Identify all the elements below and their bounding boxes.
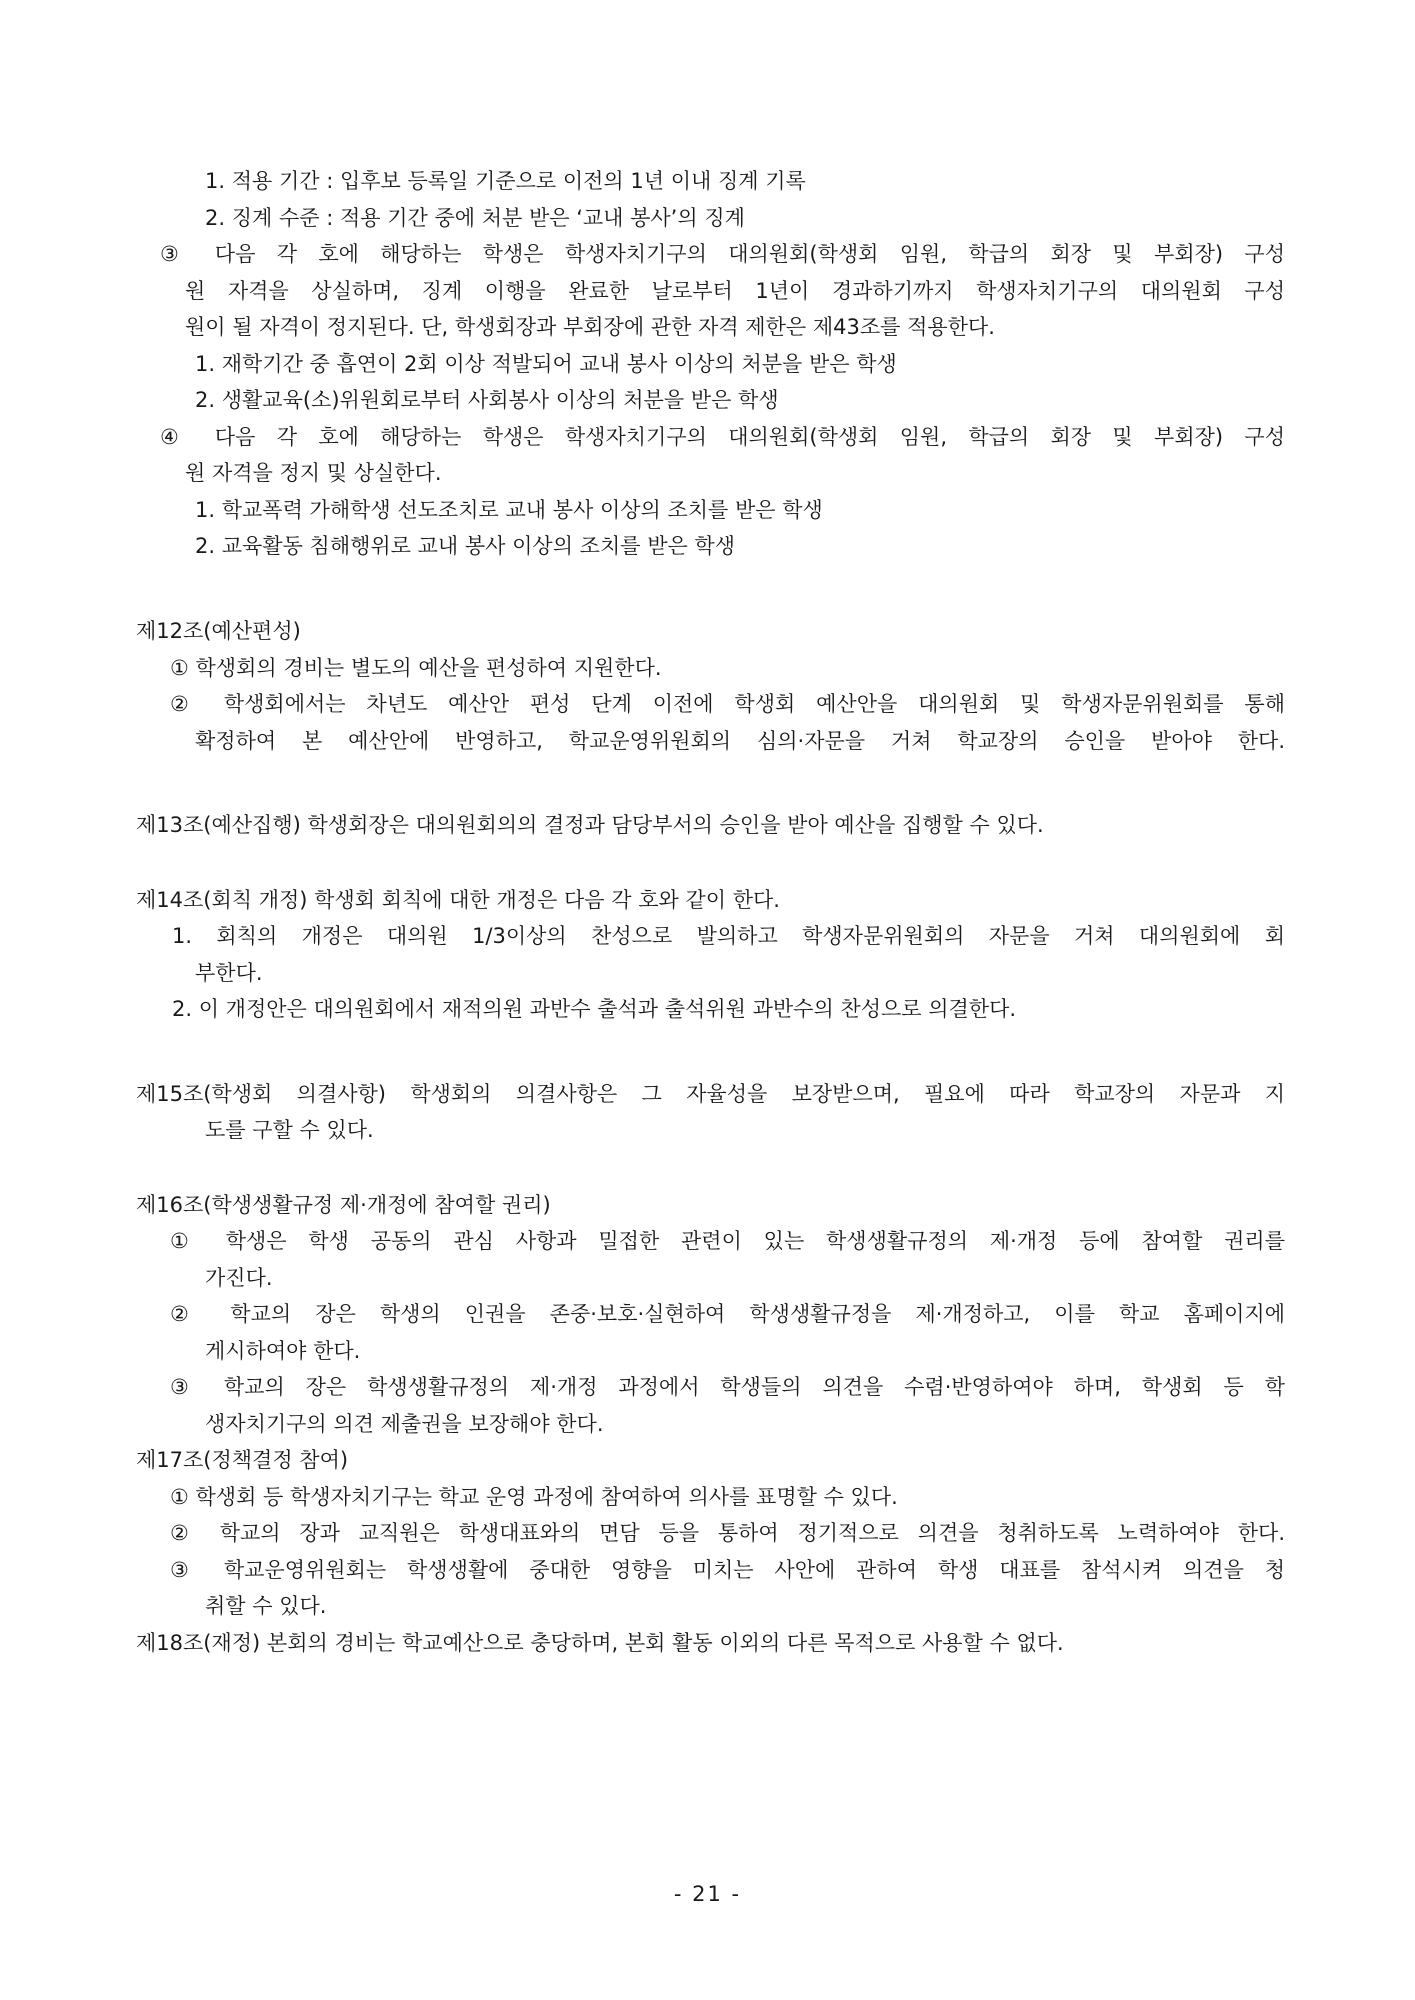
article-heading: 제16조(학생생활규정 제·개정에 참여할 권리) (136, 1193, 551, 1217)
text-line: ① 학생회 등 학생자치기구는 학교 운영 과정에 참여하여 의사를 표명할 수 있다. (170, 1485, 898, 1509)
text-line: ③ 학교의 장은 학생생활규정의 제·개정 과정에서 학생들의 의견을 수렴·반영하여야 하며, 학생회 등 학 (170, 1375, 1285, 1399)
text-line: ② 학교의 장과 교직원은 학생대표와의 면담 등을 통하여 정기적으로 의견을 청취하도록 노력하여야 한다. (170, 1521, 1285, 1545)
text-line: 부한다. (195, 961, 263, 985)
text-line: 원 자격을 정지 및 상실한다. (185, 461, 442, 485)
text-line: 1. 학교폭력 가해학생 선도조치로 교내 봉사 이상의 조치를 받은 학생 (195, 498, 823, 522)
text-line: ② 학교의 장은 학생의 인권을 존중·보호·실현하여 학생생활규정을 제·개정하고, 이를 학교 홈페이지에 (170, 1302, 1285, 1326)
text-line: 2. 이 개정안은 대의원회에서 재적의원 과반수 출석과 출석위원 과반수의 찬성으로 의결한다. (172, 997, 1017, 1021)
text-line: 확정하여 본 예산안에 반영하고, 학교운영위원회의 심의·자문을 거쳐 학교장의 승인을 받아야 한다. (195, 729, 1285, 753)
text-line: ④ 다음 각 호에 해당하는 학생은 학생자치기구의 대의원회(학생회 임원, 학급의 회장 및 부회장) 구성 (160, 425, 1285, 449)
text-line: 취할 수 있다. (205, 1594, 327, 1618)
text-line: 1. 적용 기간 : 입후보 등록일 기준으로 이전의 1년 이내 징계 기록 (205, 169, 806, 193)
text-line: ③ 학교운영위원회는 학생생활에 중대한 영향을 미치는 사안에 관하여 학생 대표를 참석시켜 의견을 청 (170, 1558, 1285, 1582)
article-heading: 제14조(회칙 개정) 학생회 회칙에 대한 개정은 다음 각 호와 같이 한다. (136, 888, 780, 912)
page-number: - 21 - (673, 1882, 742, 1906)
article-heading: 제13조(예산집행) 학생회장은 대의원회의의 결정과 담당부서의 승인을 받아 예산을 집행할 수 있다. (136, 813, 1044, 837)
article-heading: 제17조(정책결정 참여) (136, 1448, 349, 1472)
text-line: 생자치기구의 의견 제출권을 보장해야 한다. (205, 1412, 604, 1436)
article-heading: 제18조(재정) 본회의 경비는 학교예산으로 충당하며, 본회 활동 이외의 다른 목적으로 사용할 수 없다. (136, 1631, 1064, 1655)
text-line: 2. 징계 수준 : 적용 기간 중에 처분 받은 ‘교내 봉사’의 징계 (205, 206, 745, 230)
text-line: 원이 될 자격이 정지된다. 단, 학생회장과 부회장에 관한 자격 제한은 제43조를 적용한다. (185, 315, 995, 339)
text-line: 2. 교육활동 침해행위로 교내 봉사 이상의 조치를 받은 학생 (195, 534, 736, 558)
text-line: 1. 회칙의 개정은 대의원 1/3이상의 찬성으로 발의하고 학생자문위원회의 자문을 거쳐 대의원회에 회 (172, 924, 1285, 948)
text-line: 도를 구할 수 있다. (205, 1118, 374, 1142)
text-line: ① 학생은 학생 공동의 관심 사항과 밀접한 관련이 있는 학생생활규정의 제·개정 등에 참여할 권리를 (170, 1229, 1285, 1253)
text-line: ③ 다음 각 호에 해당하는 학생은 학생자치기구의 대의원회(학생회 임원, 학급의 회장 및 부회장) 구성 (160, 242, 1285, 266)
text-line: ② 학생회에서는 차년도 예산안 편성 단계 이전에 학생회 예산안을 대의원회 및 학생자문위원회를 통해 (170, 692, 1285, 716)
text-line: 원 자격을 상실하며, 징계 이행을 완료한 날로부터 1년이 경과하기까지 학생자치기구의 대의원회 구성 (185, 279, 1285, 303)
article-heading: 제12조(예산편성) (136, 619, 301, 643)
text-line: 게시하여야 한다. (205, 1339, 361, 1363)
text-line: ① 학생회의 경비는 별도의 예산을 편성하여 지원한다. (170, 656, 662, 680)
text-line: 가진다. (205, 1266, 273, 1290)
text-line: 1. 재학기간 중 흡연이 2회 이상 적발되어 교내 봉사 이상의 처분을 받은 학생 (195, 352, 897, 376)
text-line: 2. 생활교육(소)위원회로부터 사회봉사 이상의 처분을 받은 학생 (195, 388, 779, 412)
article-heading: 제15조(학생회 의결사항) 학생회의 의결사항은 그 자율성을 보장받으며, 필요에 따라 학교장의 자문과 지 (136, 1082, 1285, 1106)
